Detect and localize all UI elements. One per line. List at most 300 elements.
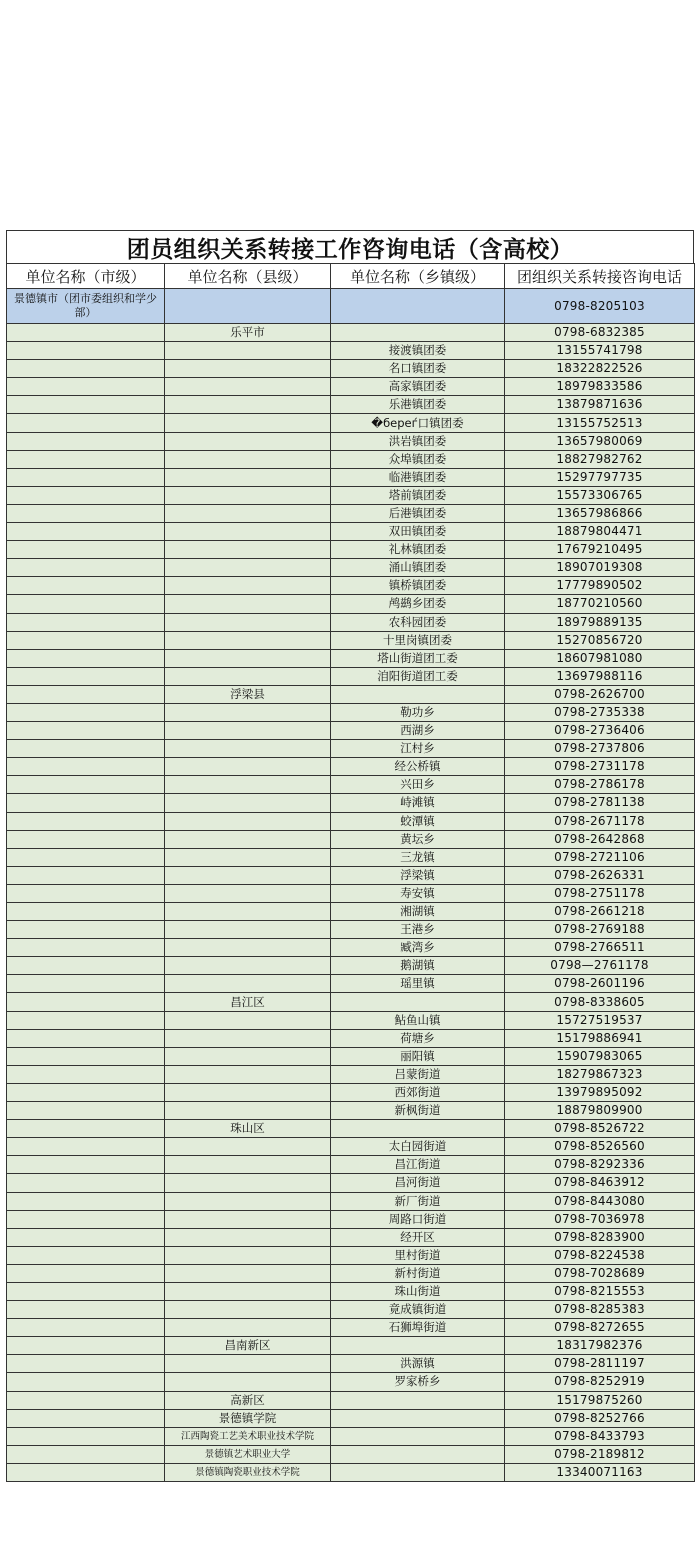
county-cell	[165, 1264, 331, 1282]
header-phone: 团组织关系转接咨询电话	[505, 264, 695, 289]
table-row	[7, 324, 695, 342]
phone-cell: 0798-8252766	[505, 1409, 695, 1427]
city-cell	[7, 486, 165, 504]
table-row	[7, 1174, 695, 1192]
table-row	[7, 577, 695, 595]
table-row	[7, 903, 695, 921]
phone-cell: 0798-2811197	[505, 1355, 695, 1373]
city-cell	[7, 921, 165, 939]
town-cell: 瑶里镇	[331, 975, 505, 993]
town-cell: 三龙镇	[331, 848, 505, 866]
county-cell	[165, 921, 331, 939]
county-cell	[165, 1246, 331, 1264]
table-row	[7, 1282, 695, 1300]
table-row	[7, 1246, 695, 1264]
county-cell	[165, 848, 331, 866]
county-cell	[165, 432, 331, 450]
town-cell: 西湖乡	[331, 722, 505, 740]
county-cell	[165, 1355, 331, 1373]
town-cell: 临港镇团委	[331, 468, 505, 486]
phone-cell: 13657986866	[505, 504, 695, 522]
table-row	[7, 812, 695, 830]
phone-cell: 15179875260	[505, 1391, 695, 1409]
town-cell: 洪源镇	[331, 1355, 505, 1373]
phone-cell: 0798-8215553	[505, 1282, 695, 1300]
town-cell	[331, 685, 505, 703]
table-row	[7, 1029, 695, 1047]
city-phone: 0798-8205103	[505, 289, 695, 324]
header-county: 单位名称（县级）	[165, 264, 331, 289]
phone-cell: 18279867323	[505, 1065, 695, 1083]
town-cell: 新枫街道	[331, 1102, 505, 1120]
county-cell	[165, 1210, 331, 1228]
city-cell	[7, 884, 165, 902]
city-cell	[7, 1083, 165, 1101]
city-cell	[7, 903, 165, 921]
town-cell: 双田镇团委	[331, 523, 505, 541]
town-cell: 接渡镇团委	[331, 342, 505, 360]
table-row	[7, 468, 695, 486]
county-cell	[165, 468, 331, 486]
city-cell	[7, 703, 165, 721]
city-cell	[7, 468, 165, 486]
city-cell	[7, 957, 165, 975]
county-cell	[165, 504, 331, 522]
phone-cell: 0798-8292336	[505, 1156, 695, 1174]
table-row	[7, 1156, 695, 1174]
town-cell	[331, 1445, 505, 1463]
phone-cell: 18907019308	[505, 559, 695, 577]
town-cell	[331, 993, 505, 1011]
county-cell: 高新区	[165, 1391, 331, 1409]
phone-cell: 0798-8443080	[505, 1192, 695, 1210]
county-cell	[165, 1011, 331, 1029]
table-row	[7, 1210, 695, 1228]
table-row	[7, 866, 695, 884]
phone-cell: 0798-8463912	[505, 1174, 695, 1192]
county-cell	[165, 776, 331, 794]
city-county-cell	[165, 289, 331, 324]
phone-cell: 18979889135	[505, 613, 695, 631]
phone-cell: 0798-2661218	[505, 903, 695, 921]
city-cell	[7, 613, 165, 631]
city-cell	[7, 830, 165, 848]
header-row	[7, 264, 695, 289]
city-cell	[7, 1301, 165, 1319]
table-row	[7, 975, 695, 993]
phone-cell: 18879804471	[505, 523, 695, 541]
phone-cell: 15297797735	[505, 468, 695, 486]
city-cell	[7, 1047, 165, 1065]
table-row	[7, 758, 695, 776]
city-cell	[7, 812, 165, 830]
county-cell: 景德镇艺术职业大学	[165, 1445, 331, 1463]
town-cell: 黄坛乡	[331, 830, 505, 848]
city-cell	[7, 1463, 165, 1481]
table-row	[7, 1445, 695, 1463]
county-cell	[165, 703, 331, 721]
county-cell	[165, 613, 331, 631]
town-cell: 湘湖镇	[331, 903, 505, 921]
phone-cell: 13340071163	[505, 1463, 695, 1481]
town-cell: 王港乡	[331, 921, 505, 939]
city-cell	[7, 1373, 165, 1391]
phone-cell: 0798-2736406	[505, 722, 695, 740]
phone-cell: 13879871636	[505, 396, 695, 414]
county-cell: 乐平市	[165, 324, 331, 342]
town-cell: 兴田乡	[331, 776, 505, 794]
city-cell	[7, 939, 165, 957]
table-row	[7, 1138, 695, 1156]
phone-cell: 0798-2735338	[505, 703, 695, 721]
table-row	[7, 884, 695, 902]
town-cell	[331, 1463, 505, 1481]
table-row	[7, 396, 695, 414]
city-cell	[7, 1355, 165, 1373]
table-row	[7, 523, 695, 541]
phone-cell: 13155741798	[505, 342, 695, 360]
county-cell	[165, 975, 331, 993]
county-cell	[165, 378, 331, 396]
town-cell: 臧湾乡	[331, 939, 505, 957]
city-cell	[7, 866, 165, 884]
city-cell	[7, 1120, 165, 1138]
county-cell	[165, 1102, 331, 1120]
city-name: 景德镇市（团市委组织和学少部）	[7, 289, 165, 324]
phone-cell: 15270856720	[505, 631, 695, 649]
phone-cell: 0798-2751178	[505, 884, 695, 902]
phone-cell: 0798-2189812	[505, 1445, 695, 1463]
town-cell: 石狮埠街道	[331, 1319, 505, 1337]
table-row	[7, 1102, 695, 1120]
table-row	[7, 794, 695, 812]
table-row	[7, 1319, 695, 1337]
town-cell	[331, 1337, 505, 1355]
county-cell	[165, 812, 331, 830]
phone-cell: 0798-2737806	[505, 740, 695, 758]
city-cell	[7, 975, 165, 993]
table-row	[7, 1427, 695, 1445]
phone-cell: 0798-2786178	[505, 776, 695, 794]
city-cell	[7, 1264, 165, 1282]
county-cell	[165, 559, 331, 577]
table-row	[7, 432, 695, 450]
table-row	[7, 740, 695, 758]
town-cell: 新村街道	[331, 1264, 505, 1282]
county-cell	[165, 1138, 331, 1156]
city-cell	[7, 1319, 165, 1337]
city-row	[7, 289, 695, 324]
phone-cell: 0798-8433793	[505, 1427, 695, 1445]
table-row	[7, 1264, 695, 1282]
city-cell	[7, 1409, 165, 1427]
table-row	[7, 848, 695, 866]
town-cell: 洎阳街道团工委	[331, 667, 505, 685]
phone-cell: 0798-2766511	[505, 939, 695, 957]
town-cell: 丽阳镇	[331, 1047, 505, 1065]
town-cell: 众埠镇团委	[331, 450, 505, 468]
table-row	[7, 1065, 695, 1083]
county-cell	[165, 1228, 331, 1246]
county-cell	[165, 1174, 331, 1192]
phone-cell: 13697988116	[505, 667, 695, 685]
town-cell: 新厂街道	[331, 1192, 505, 1210]
table-row	[7, 1409, 695, 1427]
town-cell: 涌山镇团委	[331, 559, 505, 577]
town-cell	[331, 324, 505, 342]
phone-cell: 0798-8224538	[505, 1246, 695, 1264]
county-cell	[165, 794, 331, 812]
city-cell	[7, 1427, 165, 1445]
phone-cell: 0798-8285383	[505, 1301, 695, 1319]
city-cell	[7, 432, 165, 450]
town-cell: 昌河街道	[331, 1174, 505, 1192]
town-cell: 经开区	[331, 1228, 505, 1246]
table-row	[7, 830, 695, 848]
town-cell: 高家镇团委	[331, 378, 505, 396]
county-cell	[165, 1156, 331, 1174]
city-cell	[7, 1029, 165, 1047]
county-cell	[165, 1029, 331, 1047]
city-cell	[7, 504, 165, 522]
phone-cell: 0798-7036978	[505, 1210, 695, 1228]
phone-cell: 18879809900	[505, 1102, 695, 1120]
county-cell: 昌江区	[165, 993, 331, 1011]
city-cell	[7, 1391, 165, 1409]
city-cell	[7, 1246, 165, 1264]
table-row	[7, 1192, 695, 1210]
phone-cell: 13979895092	[505, 1083, 695, 1101]
phone-cell: 15907983065	[505, 1047, 695, 1065]
phone-cell: 0798-2642868	[505, 830, 695, 848]
town-cell: 十里岗镇团委	[331, 631, 505, 649]
table-row	[7, 685, 695, 703]
phone-cell: 0798-2626700	[505, 685, 695, 703]
header-town: 单位名称（乡镇级）	[331, 264, 505, 289]
city-cell	[7, 324, 165, 342]
table-row	[7, 378, 695, 396]
town-cell	[331, 1391, 505, 1409]
table-row	[7, 921, 695, 939]
city-cell	[7, 1192, 165, 1210]
town-cell: 浮梁镇	[331, 866, 505, 884]
town-cell: 勒功乡	[331, 703, 505, 721]
town-cell: 吕蒙街道	[331, 1065, 505, 1083]
table-row	[7, 1373, 695, 1391]
table-row	[7, 1391, 695, 1409]
county-cell	[165, 884, 331, 902]
city-cell	[7, 360, 165, 378]
county-cell	[165, 1083, 331, 1101]
city-cell	[7, 595, 165, 613]
city-cell	[7, 1174, 165, 1192]
county-cell	[165, 523, 331, 541]
table-row	[7, 631, 695, 649]
city-cell	[7, 848, 165, 866]
phone-cell: 17679210495	[505, 541, 695, 559]
phone-cell: 0798-2671178	[505, 812, 695, 830]
county-cell	[165, 957, 331, 975]
phone-cell: 18770210560	[505, 595, 695, 613]
city-cell	[7, 396, 165, 414]
city-cell	[7, 1337, 165, 1355]
county-cell	[165, 649, 331, 667]
county-cell: 景德镇陶瓷职业技术学院	[165, 1463, 331, 1481]
city-cell	[7, 1445, 165, 1463]
header-city: 单位名称（市级）	[7, 264, 165, 289]
town-cell: 里村街道	[331, 1246, 505, 1264]
town-cell: 洪岩镇团委	[331, 432, 505, 450]
contact-table	[6, 263, 695, 1482]
county-cell	[165, 722, 331, 740]
city-cell	[7, 631, 165, 649]
phone-cell: 0798-8283900	[505, 1228, 695, 1246]
table-row	[7, 1120, 695, 1138]
table-row	[7, 939, 695, 957]
town-cell: 鸬鹚乡团委	[331, 595, 505, 613]
city-cell	[7, 378, 165, 396]
town-cell: 镇桥镇团委	[331, 577, 505, 595]
county-cell	[165, 595, 331, 613]
city-cell	[7, 667, 165, 685]
phone-cell: 13657980069	[505, 432, 695, 450]
town-cell: 西郊街道	[331, 1083, 505, 1101]
city-cell	[7, 414, 165, 432]
city-cell	[7, 1228, 165, 1246]
city-cell	[7, 1102, 165, 1120]
town-cell: 鹅湖镇	[331, 957, 505, 975]
county-cell	[165, 667, 331, 685]
phone-cell: 0798-2721106	[505, 848, 695, 866]
town-cell: 蛟潭镇	[331, 812, 505, 830]
county-cell	[165, 740, 331, 758]
phone-cell: 15179886941	[505, 1029, 695, 1047]
table-row	[7, 342, 695, 360]
phone-cell: 18979833586	[505, 378, 695, 396]
town-cell: 寿安镇	[331, 884, 505, 902]
table-row	[7, 1463, 695, 1481]
table-row	[7, 1083, 695, 1101]
county-cell	[165, 342, 331, 360]
table-row	[7, 957, 695, 975]
table-row	[7, 722, 695, 740]
city-cell	[7, 1011, 165, 1029]
county-cell	[165, 486, 331, 504]
town-cell: 昌江街道	[331, 1156, 505, 1174]
town-cell: 江村乡	[331, 740, 505, 758]
county-cell	[165, 830, 331, 848]
city-cell	[7, 1156, 165, 1174]
table-row	[7, 450, 695, 468]
county-cell	[165, 541, 331, 559]
phone-cell: 0798—2761178	[505, 957, 695, 975]
town-cell: 珠山街道	[331, 1282, 505, 1300]
phone-cell: 0798-2601196	[505, 975, 695, 993]
phone-cell: 18317982376	[505, 1337, 695, 1355]
town-cell: �береѓ口镇团委	[331, 414, 505, 432]
town-cell: 塔山街道团工委	[331, 649, 505, 667]
phone-cell: 17779890502	[505, 577, 695, 595]
table-row	[7, 1047, 695, 1065]
county-cell	[165, 414, 331, 432]
town-cell	[331, 1409, 505, 1427]
town-cell: 太白园街道	[331, 1138, 505, 1156]
sheet-title: 团员组织关系转接工作咨询电话（含高校）	[6, 230, 694, 263]
county-cell	[165, 758, 331, 776]
table-row	[7, 595, 695, 613]
table-row	[7, 1228, 695, 1246]
county-cell	[165, 360, 331, 378]
county-cell	[165, 1192, 331, 1210]
county-cell	[165, 903, 331, 921]
county-cell: 浮梁县	[165, 685, 331, 703]
contact-sheet	[6, 230, 694, 1482]
phone-cell: 0798-2731178	[505, 758, 695, 776]
phone-cell: 0798-2769188	[505, 921, 695, 939]
town-cell: 周路口街道	[331, 1210, 505, 1228]
table-row	[7, 541, 695, 559]
city-cell	[7, 1282, 165, 1300]
city-cell	[7, 993, 165, 1011]
phone-cell: 0798-8252919	[505, 1373, 695, 1391]
town-cell: 后港镇团委	[331, 504, 505, 522]
phone-cell: 0798-8526722	[505, 1120, 695, 1138]
table-row	[7, 667, 695, 685]
town-cell: 农科园团委	[331, 613, 505, 631]
city-cell	[7, 559, 165, 577]
table-row	[7, 703, 695, 721]
city-cell	[7, 342, 165, 360]
phone-cell: 18607981080	[505, 649, 695, 667]
phone-cell: 13155752513	[505, 414, 695, 432]
city-cell	[7, 1138, 165, 1156]
county-cell	[165, 1047, 331, 1065]
table-row	[7, 559, 695, 577]
table-row	[7, 1355, 695, 1373]
town-cell: 罗家桥乡	[331, 1373, 505, 1391]
county-cell: 珠山区	[165, 1120, 331, 1138]
phone-cell: 15727519537	[505, 1011, 695, 1029]
county-cell	[165, 939, 331, 957]
county-cell	[165, 631, 331, 649]
table-row	[7, 360, 695, 378]
county-cell	[165, 1319, 331, 1337]
table-row	[7, 414, 695, 432]
city-town-cell	[331, 289, 505, 324]
city-cell	[7, 758, 165, 776]
town-cell: 名口镇团委	[331, 360, 505, 378]
table-row	[7, 649, 695, 667]
town-cell: 荷塘乡	[331, 1029, 505, 1047]
county-cell	[165, 396, 331, 414]
county-cell	[165, 1282, 331, 1300]
county-cell	[165, 577, 331, 595]
table-row	[7, 504, 695, 522]
phone-cell: 0798-8272655	[505, 1319, 695, 1337]
table-row	[7, 1301, 695, 1319]
city-cell	[7, 649, 165, 667]
city-cell	[7, 1065, 165, 1083]
county-cell: 江西陶瓷工艺美术职业技术学院	[165, 1427, 331, 1445]
city-cell	[7, 776, 165, 794]
city-cell	[7, 740, 165, 758]
town-cell	[331, 1427, 505, 1445]
city-cell	[7, 685, 165, 703]
town-cell: 礼林镇团委	[331, 541, 505, 559]
city-cell	[7, 577, 165, 595]
phone-cell: 0798-2626331	[505, 866, 695, 884]
table-row	[7, 1337, 695, 1355]
